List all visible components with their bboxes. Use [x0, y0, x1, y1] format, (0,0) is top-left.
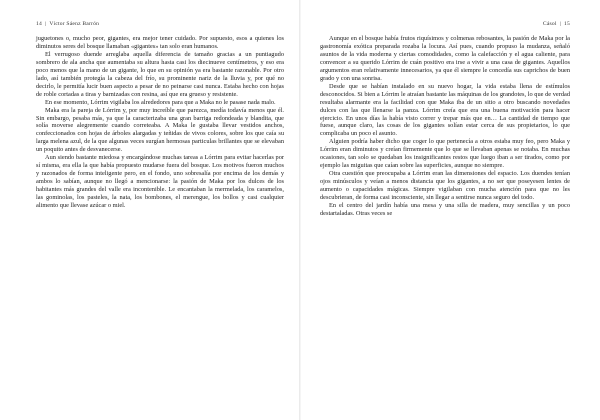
right-page-title: Cásol — [542, 20, 557, 27]
left-page-header — [36, 18, 284, 29]
paragraph: juguetones o, mucho peor, gigantes, era mejor tener cuidado. Por supuesto, esos a quienes los diminutos seres del bosque llamaban «gigantes» tan solo eran humanos. — [36, 35, 284, 50]
paragraph: Desde que se habían instalado en su nuevo hogar, la vida estaba llena de estímulos desconocidos. Si bien a Lórrim le atraían bastante las máquinas de los grandotes, lo que de verdad resultaba alarmante era la facilidad con que Maka iba de un sitio a otro buscando novedades dulces con las que llenarse la panza. Lórrim creía que era una buena motivación para hacer ejercicio. En unos días la había visto correr y trepar más que en… La cantidad de tiempo que fuese, aunque claro, las cosas de los gigantes solían estar cerca de sus propietarios, lo que complicaba un poco el asunto. — [320, 82, 570, 138]
paragraph: Alguien podría haber dicho que coger lo que pertenecía a otros estaba muy feo, pero Maka y Lórrim eran diminutos y creían firmemente que lo que se llevaban apenas se notaba. En muchas ocasiones, tan solo se quedaban los insignificantes restos que luego iban a ser tirados, como por ejemplo las miguitas que caían sobre las superficies, aunque no siempre. — [320, 138, 570, 170]
paragraph: En ese momento, Lórrim vigilaba los alrededores para que a Maka no le pasase nada malo. — [45, 98, 276, 106]
left-page-number: 14 — [36, 20, 42, 27]
left-page-author: Víctor Sáenz Barrón — [49, 20, 100, 27]
right-page-number: 15 — [564, 20, 570, 27]
paragraph: En el centro del jardín había una mesa y una silla de madera, muy sencillas y un poco destartaladas. Otras veces se — [320, 202, 570, 217]
header-separator: | — [559, 20, 561, 27]
left-page-body — [36, 35, 284, 210]
paragraph: El verrugoso duende arreglaba aquella diferencia de tamaño gracias a un puntiagudo sombrero de ala ancha que aumentaba su altura hasta casi los diecinueve centímetros, y eso era poco menos que la mano de un gigante, lo que en su opinión ya era bastante razonable. Por otro lado, así también protegía la cabeza del frío, su prominente nariz de la lluvia y, por qué no decirlo, le permitía lucir buen aspecto a pesar de no peinarse casi nunca. Estaba hecho con hojas de roble cortadas a tiras y barnizadas con resina, así que era grueso y resistente. — [36, 50, 284, 98]
paragraph: Otra cuestión que preocupaba a Lórrim eran las dimensiones del espacio. Los duendes tenían ojos minúsculos y veían a menos distancia que los gigantes, a no ser que poseyesen lentes de aumento o capacidades mágicas. Siempre vigilaban con mucha atención para que no les descubrieran, de forma casi inconsciente, sin llegar a sentirse nunca seguro del todo. — [320, 170, 570, 202]
right-page-body — [320, 35, 570, 218]
paragraph: Aunque en el bosque había frutos riquísimos y colmenas rebosantes, la pasión de Maka por la gastronomía exótica preparada rozaba la locura. Así pues, cuando propuso la mudanza, señaló asuntos de la vida moderna y ciertas comodidades, como la calefacción y el agua caliente, para convencer a su querido Lórrim de cuán positivo era irse a vivir a una casa de gigantes. Aquellos argumentos eran relativamente innecesarios, ya que él siempre le concedía sus caprichos de buen grado y con una sonrisa. — [320, 35, 570, 82]
paragraph: Maka era la pareja de Lórrim y, por muy increíble que parezca, medía todavía menos que él. Sin embargo, pesaba más, ya que la caracterizaba una gran barriga redondeada y blandita, que solía moverse alegremente cuando correteaba. A Maka le gustaba llevar vestidos anchos, confeccionados con hojas de árboles alargadas y teñidas de vivos colores, sobre los que caía su larga melena azul, de la que algunas veces surgían hermosas particulas brillantes que se elevaban un poquito antes de desvanecerse. — [36, 106, 284, 154]
header-separator: | — [45, 20, 47, 27]
right-page — [300, 0, 600, 420]
paragraph: Aun siendo bastante miedosa y encargándose muchas tareas a Lórrim para evitar hacerlas por sí misma, era ella la que había propuesto mudarse fuera del bosque. Los motivos fueron muchos y razonados de forma inteligente pero, en el fondo, uno sobresalía por encima de los demás y ambos lo sabían, aunque no llegó a mencionarse: la pasión de Maka por los dulces de los habitantes más grandes del valle era incontenible. Le encantaban la mermelada, los caramelos, las gominolas, los pasteles, la nata, los bombones, el merengue, los bollos y casi cualquier alimento que llevase azúcar o miel. — [36, 154, 284, 210]
right-page-header — [320, 18, 570, 29]
